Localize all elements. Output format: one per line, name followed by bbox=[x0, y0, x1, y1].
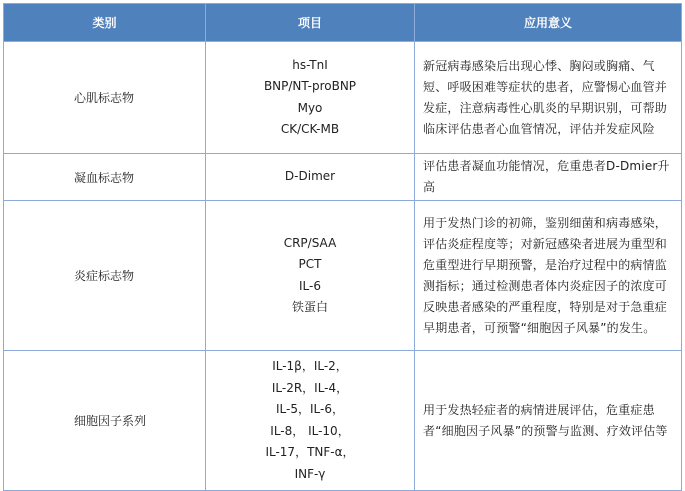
usage-cell: 新冠病毒感染后出现心悸、胸闷或胸痛、气短、呼吸困难等症状的患者，应警惕心血管并发症，注意病毒性心肌炎的早期识别，可帮助临床评估患者心血管情况，评估并发症风险 bbox=[415, 42, 682, 154]
item-line: BNP/NT-proBNP bbox=[263, 79, 357, 93]
usage-cell: 评估患者凝血功能情况，危重患者D-Dmier升高 bbox=[415, 154, 682, 201]
category-cell: 炎症标志物 bbox=[4, 201, 206, 351]
usage-cell: 用于发热门诊的初筛，鉴别细菌和病毒感染，评估炎症程度等；对新冠感染者进展为重型和危重型进行早期预警，是治疗过程中的病情监测指标；通过检测患者体内炎症因子的浓度可反映患者感染的严重程度，特别是对于急重症早期患者，可预警“细胞因子风暴”的发生。 bbox=[415, 201, 682, 351]
category-cell: 心肌标志物 bbox=[4, 42, 206, 154]
items-cell bbox=[206, 42, 415, 154]
biomarker-table bbox=[3, 3, 682, 491]
usage-cell: 用于发热轻症者的病情进展评估，危重症患者“细胞因子风暴”的预警与监测、疗效评估等 bbox=[415, 351, 682, 491]
item-line: D-Dimer bbox=[284, 169, 336, 184]
table-row bbox=[4, 351, 682, 491]
item-line: PCT bbox=[298, 257, 322, 271]
table-row bbox=[4, 154, 682, 201]
items-cell bbox=[206, 154, 415, 201]
header-row bbox=[4, 4, 682, 42]
item-line: 铁蛋白 bbox=[291, 300, 328, 314]
items-cell bbox=[206, 351, 415, 491]
header-items: 项目 bbox=[206, 4, 415, 42]
item-line: INF-γ bbox=[294, 466, 326, 481]
items-cell bbox=[206, 201, 415, 351]
item-line: IL-5，IL-6， bbox=[276, 402, 344, 416]
table-row bbox=[4, 42, 682, 154]
item-line: IL-1β，IL-2， bbox=[272, 359, 348, 373]
table-row bbox=[4, 201, 682, 351]
item-line: IL-6 bbox=[299, 278, 321, 293]
item-line: IL-2R，IL-4， bbox=[271, 380, 349, 395]
item-line: CK/CK-MB bbox=[280, 122, 340, 136]
item-line: IL-17，TNF-α， bbox=[265, 445, 355, 459]
header-usage: 应用意义 bbox=[415, 4, 682, 42]
category-cell: 细胞因子系列 bbox=[4, 351, 206, 491]
item-line: hs-TnI bbox=[292, 57, 328, 72]
header-category: 类别 bbox=[4, 4, 206, 42]
item-line: Myo bbox=[297, 100, 323, 115]
item-line: IL-8， IL-10， bbox=[270, 423, 350, 438]
category-cell: 凝血标志物 bbox=[4, 154, 206, 201]
item-line: CRP/SAA bbox=[283, 235, 337, 250]
